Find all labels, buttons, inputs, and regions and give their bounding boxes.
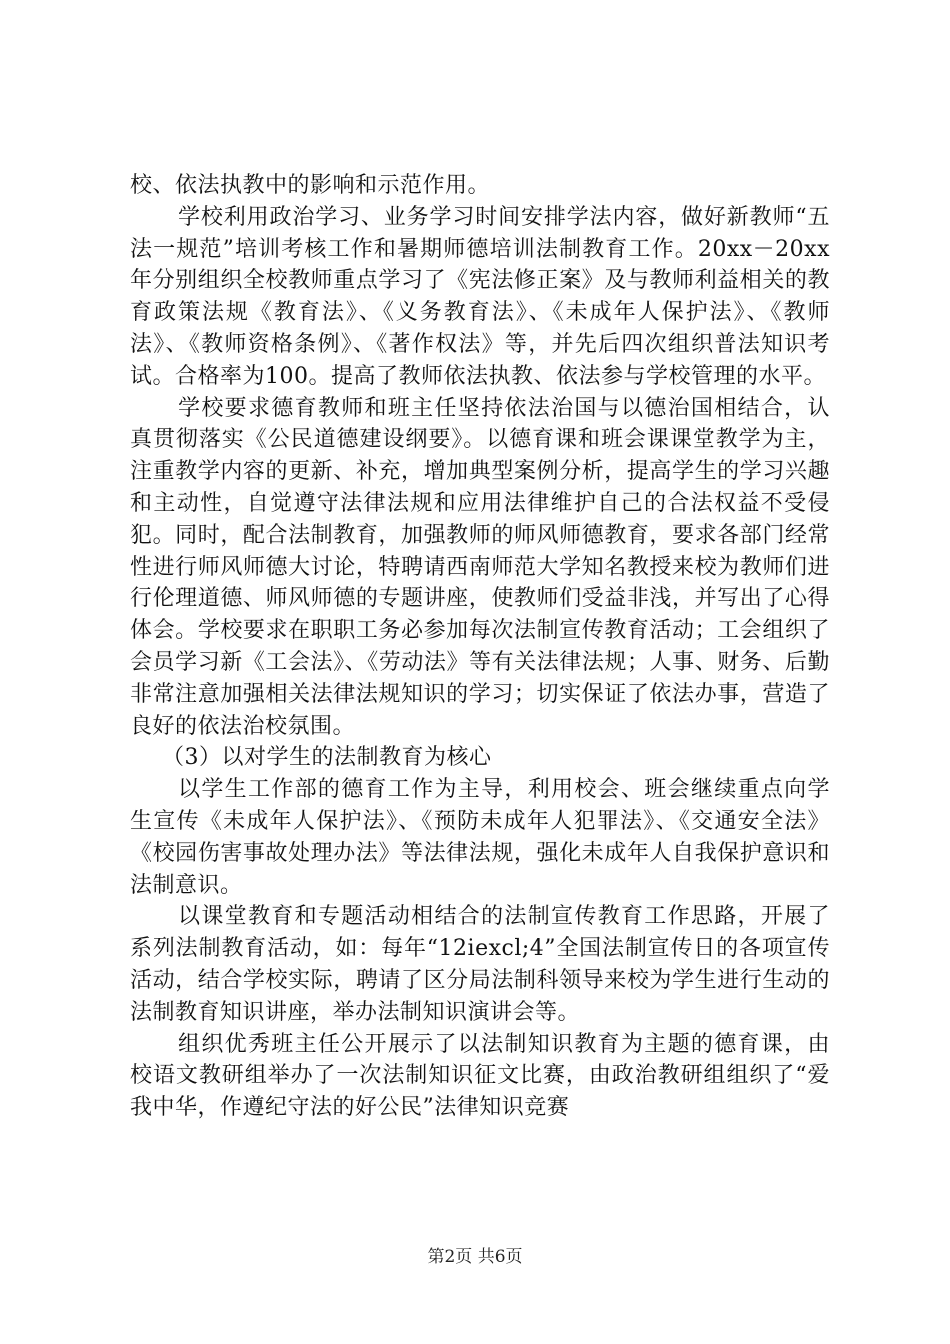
document-body — [130, 170, 830, 1124]
paragraph-continuation: 校、依法执教中的影响和示范作用。 — [130, 173, 491, 198]
paragraph-student-publicity: 以学生工作部的德育工作为主导，利用校会、班会继续重点向学生宣传《未成年人保护法》、《预防未成年人犯罪法》、《交通安全法》《校园伤害事故处理办法》等法律法规，强化未成年人自我保护意识和法制意识。 — [130, 777, 830, 898]
paragraph-competition: 组织优秀班主任公开展示了以法制知识教育为主题的德育课，由校语文教研组举办了一次法制知识征文比赛，由政治教研组组织了“爱我中华，作遵纪守法的好公民”法律知识竞赛 — [130, 1031, 830, 1121]
paragraph-moral-education: 学校要求德育教师和班主任坚持依法治国与以德治国相结合，认真贯彻落实《公民道德建设纲要》。以德育课和班会课课堂教学为主，注重教学内容的更新、补充，增加典型案例分析，提高学生的学习兴趣和主动性，自觉遵守法律法规和应用法律维护自己的合法权益不受侵犯。同时，配合法制教育，加强教师的师风师德教育，要求各部门经常性进行师风师德大讨论，特聘请西南师范大学知名教授来校为教师们进行伦理道德、师风师德的专题讲座，使教师们受益非浅，并写出了心得体会。学校要求在职职工务必参加每次法制宣传教育活动；工会组织了会员学习新《工会法》、《劳动法》等有关法律法规；人事、财务、后勤非常注意加强相关法律法规知识的学习；切实保证了依法办事，营造了良好的依法治校氛围。 — [130, 395, 830, 739]
paragraph-activities: 以课堂教育和专题活动相结合的法制宣传教育工作思路，开展了系列法制教育活动，如：每年“12iexcl;4”全国法制宣传日的各项宣传活动，结合学校实际，聘请了区分局法制科领导来校为学生进行生动的法制教育知识讲座，举办法制知识演讲会等。 — [130, 904, 830, 1025]
paragraph-teacher-study: 学校利用政治学习、业务学习时间安排学法内容，做好新教师“五法一规范”培训考核工作和暑期师德培训法制教育工作。20xx－20xx 年分别组织全校教师重点学习了《宪法修正案》及与教师利益相关的教育政策法规《教育法》、《义务教育法》、《未成年人保护法》、《教师法》、《教师资格条例》、《著作权法》等，并先后四次组织普法知识考试。合格率为100。提高了教师依法执教、依法参与学校管理的水平。 — [130, 204, 830, 389]
page-footer: 第2页 共6页 — [427, 1247, 523, 1267]
section-heading-student-legal-education: （3）以对学生的法制教育为核心 — [162, 745, 492, 771]
